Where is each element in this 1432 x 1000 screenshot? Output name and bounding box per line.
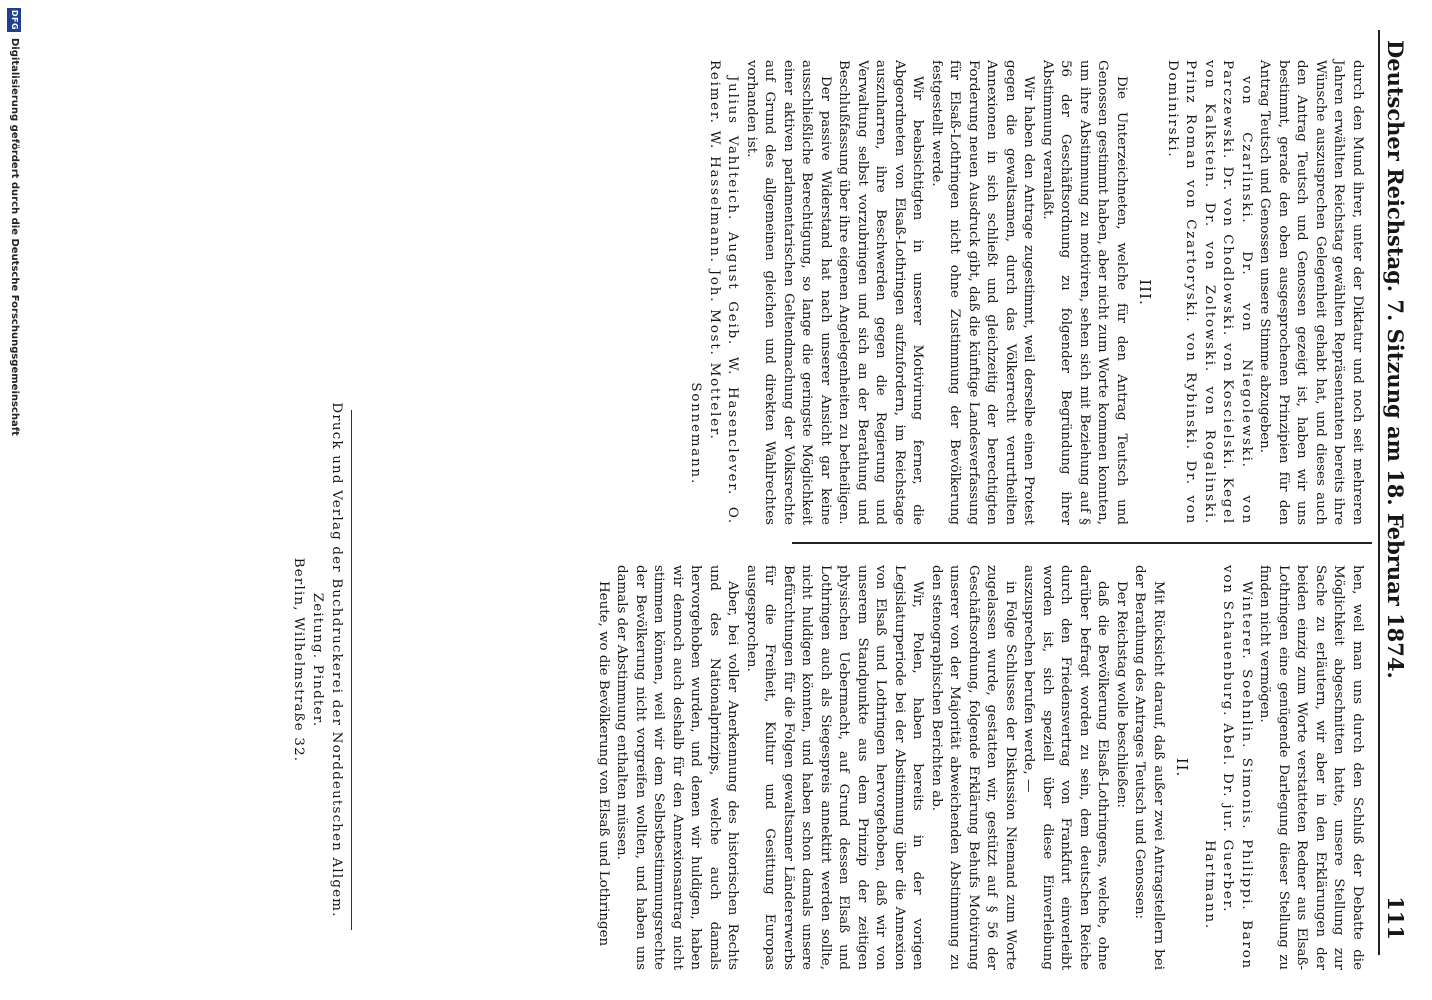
left-intro: durch den Mund ihrer, unter der Diktatur und noch seit mehreren Jahren erwählten Reichstag gewählten Repräsentanten bereits ihre Wünsche auszusprechen Gelegenheit gehabt hat, und dieses auch den Antrag Teutsch und Genossen gezeigt ist, haben wir uns bestimmt, gerade den oben ausgesprochenen Prinzipien für den Antrag Teutsch und Genossen unsere Stimme abzugeben.: [1257, 60, 1365, 525]
right-paragraph-2: Der Reichstag wolle beschließen:: [1114, 581, 1129, 809]
right-signatures: Winterer. Soehnlin. Simonis. Philippi. Baron von Schauenburg. Abel. Dr. jur. Guerber.: [1220, 565, 1254, 970]
page-number: 111: [1383, 896, 1408, 940]
left-paragraph-1: Die Unterzeichneten, welche für den Antrag Teutsch und Genossen gestimmt haben, aber nicht zum Worte kommen konnten, um ihre Abstimmung zu motiviren, sehen sich mit Beziehung auf § 56 der Geschäftsordnung zu folgender Begründung ihrer Abstimmung veranlaßt.: [1040, 60, 1129, 525]
imprint: [289, 380, 346, 940]
dfg-logo-icon: DFG: [7, 8, 21, 32]
column-divider: [792, 542, 1372, 544]
right-paragraph-3: daß die Bevölkerung Elsaß-Lothringens, welche, ohne darüber befragt worden zu sein, dem deutschen Reiche durch den Friedensvertrag von Frankfurt einverleibt worden ist, sich speziell über diese Einverleibung auszusprechen berufen werde, —: [1021, 565, 1111, 970]
digitization-note: [4, 0, 24, 1000]
right-paragraph-4: in Folge Schlusses der Diskussion Niemand zum Worte zugelassen wurde, gestatten wir, gestützt auf § 56 der Geschäftsordnung, folgende Erklärung Behufs Motivirung unserer von der Majorität abweichenden Abstimmung zu den stenographischen Berichten ab.: [929, 565, 1018, 970]
section-heading-iii: III.: [1136, 279, 1155, 306]
digitization-note-text: Digitalisierung gefördert durch die Deutsche Forschungsgemeinschaft: [9, 38, 20, 436]
left-column: [686, 60, 1366, 525]
left-paragraph-4: Der passive Widerstand hat nach unserer Ansicht gar keine ausschließliche Berechtigung, so lange die geringste Möglichkeit einer aktiven parlamentarischen Geltendmachung der Volksrechte auf Grund des allgemeinen gleichen und direkten Wahlrechtes vorhanden ist.: [744, 60, 833, 525]
right-paragraph-6: Aber, bei voller Anerkennung des historischen Rechts und des Nationalprinzips, welche auch damals hervorgehoben wurden, und denen wir huldigen, haben wir dennoch auch deshalb für den Annexionsantrag nicht stimmen können, weil wir dem Selbstbestimmungsrechte der Bevölkerung nicht vorgreifen wollten, und haben uns damals der Abstimmung enthalten müssen.: [614, 565, 741, 970]
right-intro: hen, weil man uns durch den Schluß der Debatte die Möglichkeit abgeschnitten hatte, unsere Stellung zur Sache zu erläutern, wir aber in den Erklärungen der beiden einzig zum Worte verstatteten Redner aus Elsaß-Lothringen eine genügende Darlegung dieser Stellung zu finden nicht vermögen.: [1257, 565, 1365, 970]
right-column: [594, 565, 1367, 970]
imprint-line-2: Berlin, Wilhelmstraße 32.: [291, 557, 306, 763]
header-title: Deutscher Reichstag. 7. Sitzung am 18. Februar 1874.: [1383, 40, 1408, 679]
header-rule: [1378, 30, 1380, 955]
right-paragraph-1: Mit Rücksicht darauf, daß außer zwei Antragstellern bei der Berathung des Antrages Teutsch und Genossen:: [1132, 565, 1166, 970]
imprint-line-1: Druck und Verlag der Buchdruckerei der Norddeutschen Allgem. Zeitung. Pindter.: [310, 402, 344, 918]
left-paragraph-3: Wir beabsichtigten in unserer Motivirung ferner, die Abgeordneten von Elsaß-Lothringen aufzufordern, im Reichstage auszuharren, ihre Beschwerden gegen die Regierung und Verwaltung selbst vorzubringen und sich an der Berathung und Beschlußfassung über ihre eigenen Angelegenheiten zu betheiligen.: [836, 60, 926, 525]
left-signatures-2-end: Sonnemann.: [688, 382, 704, 485]
imprint-rule: [351, 410, 352, 930]
section-heading-ii: II.: [1173, 757, 1192, 778]
left-paragraph-2: Wir haben den Antrage zugestimmt, weil derselbe einen Protest gegen die gewaltsamen, durch das Völkerrecht verurtheilten Annexionen in sich schließt und gleichzeitig der berechtigten Forderung neuen Ausdruck gibt, daß die künftige Landesverfassung für Elsaß-Lothringen nicht ohne Zustimmung der Bevölkerung festgestellt werde.: [929, 60, 1037, 525]
right-paragraph-7: Heute, wo die Bevölkerung von Elsaß und Lothringen: [596, 581, 611, 947]
page-header: [1376, 40, 1412, 940]
left-signatures: von Czarlinski. Dr. von Niegolewski. von Parczewski. Dr. von Chodlowski. von Koscielski. Kegel von Kalkstein. Dr. von Zoltowski. von Rogalinski. Prinz Roman von Czartoryski. von Rybinski. Dr. von Dominirski.: [1165, 60, 1254, 525]
right-signatures-end: Hartmann.: [1202, 840, 1217, 930]
left-signatures-2: Julius Vahlteich. August Geib. W. Hasenclever. O. Reimer. W. Hasselmann. Joh. Most. Motteler.: [707, 60, 741, 525]
right-paragraph-5: Wir, Polen, haben bereits in der vorigen Legislaturperiode bei der Abstimmung über die Annexion von Elsaß und Lothringen hervorgehoben, daß wir von unserem Standpunkte aus dem Prinzip der zeitigen physischen Uebermacht, auf Grund dessen Elsaß und Lothringen auch als Siegespreis annektirt werden sollte, nicht huldigen könnten, und haben schon damals unsere Befürchtungen für die Folgen gewaltsamer Ländererwerbs für die Freiheit, Kultur und Gesittung Europas ausgesprochen.: [744, 565, 926, 970]
